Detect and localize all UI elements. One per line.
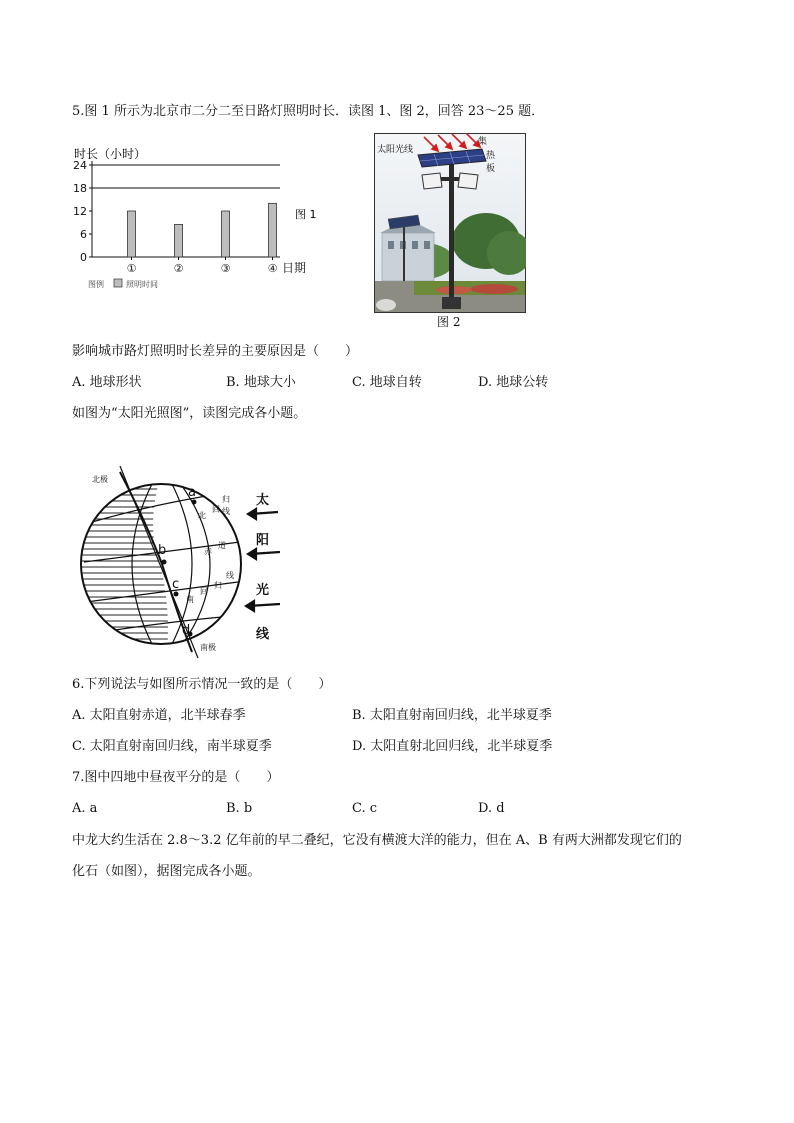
x-axis-label: 日期 — [282, 261, 307, 275]
light-label-2: 阳 — [256, 533, 270, 548]
bar-1 — [128, 211, 136, 257]
south-pole-label: 南极 — [200, 643, 216, 652]
q7-option-c: C. c — [352, 801, 378, 816]
svg-text:归: 归 — [214, 581, 222, 590]
q5-question: 影响城市路灯照明时长差异的主要原因是（ ） — [72, 344, 359, 359]
figure2-photo — [374, 133, 526, 313]
y-tick-label-2: 12 — [73, 205, 87, 218]
north-pole-label: 北极 — [92, 475, 108, 484]
svg-text:赤: 赤 — [204, 547, 212, 556]
q6-option-c: C. 太阳直射南回归线，南半球夏季 — [72, 739, 272, 754]
figure3-diagram — [72, 462, 294, 662]
y-tick-label-4: 24 — [73, 159, 87, 172]
svg-text:线: 线 — [226, 571, 234, 580]
q5-option-c: C. 地球自转 — [352, 375, 422, 390]
intro-fossil-line2: 化石（如图），据图完成各小题。 — [72, 864, 261, 879]
q6-option-d: D. 太阳直射北回归线，北半球夏季 — [352, 739, 553, 754]
svg-text:回: 回 — [212, 505, 220, 514]
y-tick-label-0: 0 — [80, 251, 87, 264]
figure2-label: 图 2 — [437, 315, 461, 329]
legend-swatch — [114, 279, 122, 287]
point-a: a — [188, 485, 196, 500]
light-label-3: 光 — [256, 583, 270, 598]
light-label-1: 太 — [256, 493, 270, 508]
point-c: c — [172, 577, 180, 592]
figure1-chart — [72, 143, 334, 295]
figure2-board-text: 板 — [486, 164, 496, 174]
q7-question: 7.图中四地中昼夜平分的是（ ） — [72, 770, 280, 785]
x-tick-label-4: ④ — [267, 262, 278, 275]
svg-text:北: 北 — [198, 511, 206, 520]
bar-3 — [222, 211, 230, 257]
legend-item: 照明时间 — [126, 280, 158, 289]
figure2-collect-text: 集 — [478, 137, 488, 147]
q5-option-d: D. 地球公转 — [478, 375, 549, 390]
intro-sun-diagram: 如图为“太阳光照图”，读图完成各小题。 — [72, 406, 307, 421]
svg-text:归: 归 — [222, 495, 230, 504]
q5-option-a: A. 地球形状 — [72, 375, 142, 390]
q6-option-a: A. 太阳直射赤道，北半球春季 — [72, 708, 246, 723]
intro-fossil-line1: 中龙大约生活在 2.8～3.2 亿年前的早二叠纪，它没有横渡大洋的能力，但在 A、B 有两大洲都发现它们的 — [72, 833, 682, 848]
q7-option-b: B. b — [226, 801, 253, 816]
point-d: d — [182, 623, 191, 638]
figure2-heat-text: 热 — [486, 151, 496, 161]
figure2-sunlight-text: 太阳光线 — [377, 145, 414, 155]
chart-layer — [73, 159, 306, 275]
svg-text:南: 南 — [186, 595, 194, 604]
bar-2 — [175, 224, 183, 257]
y-tick-label-3: 18 — [73, 182, 87, 195]
figure1-label: 图 1 — [295, 208, 317, 221]
point-b: b — [158, 543, 167, 558]
q7-option-a: A. a — [72, 801, 98, 816]
q5-option-b: B. 地球大小 — [226, 375, 296, 390]
q5-stem: 5.图 1 所示为北京市二分二至日路灯照明时长．读图 1、图 2，回答 23～25 题． — [72, 104, 545, 119]
x-tick-label-3: ③ — [220, 262, 231, 275]
q6-option-b: B. 太阳直射南回归线，北半球夏季 — [352, 708, 552, 723]
legend-prefix: 图例 — [88, 280, 104, 289]
svg-text:回: 回 — [200, 587, 208, 596]
figure1-ylabel: 时长（小时） — [74, 147, 147, 161]
bar-4 — [269, 203, 277, 257]
q7-option-d: D. d — [478, 801, 505, 816]
svg-text:线: 线 — [222, 507, 230, 516]
light-label-4: 线 — [256, 627, 270, 642]
y-tick-label-1: 6 — [80, 228, 87, 241]
x-tick-label-2: ② — [173, 262, 184, 275]
q6-question: 6.下列说法与如图所示情况一致的是（ ） — [72, 677, 332, 692]
svg-text:道: 道 — [218, 541, 226, 550]
x-tick-label-1: ① — [126, 262, 137, 275]
